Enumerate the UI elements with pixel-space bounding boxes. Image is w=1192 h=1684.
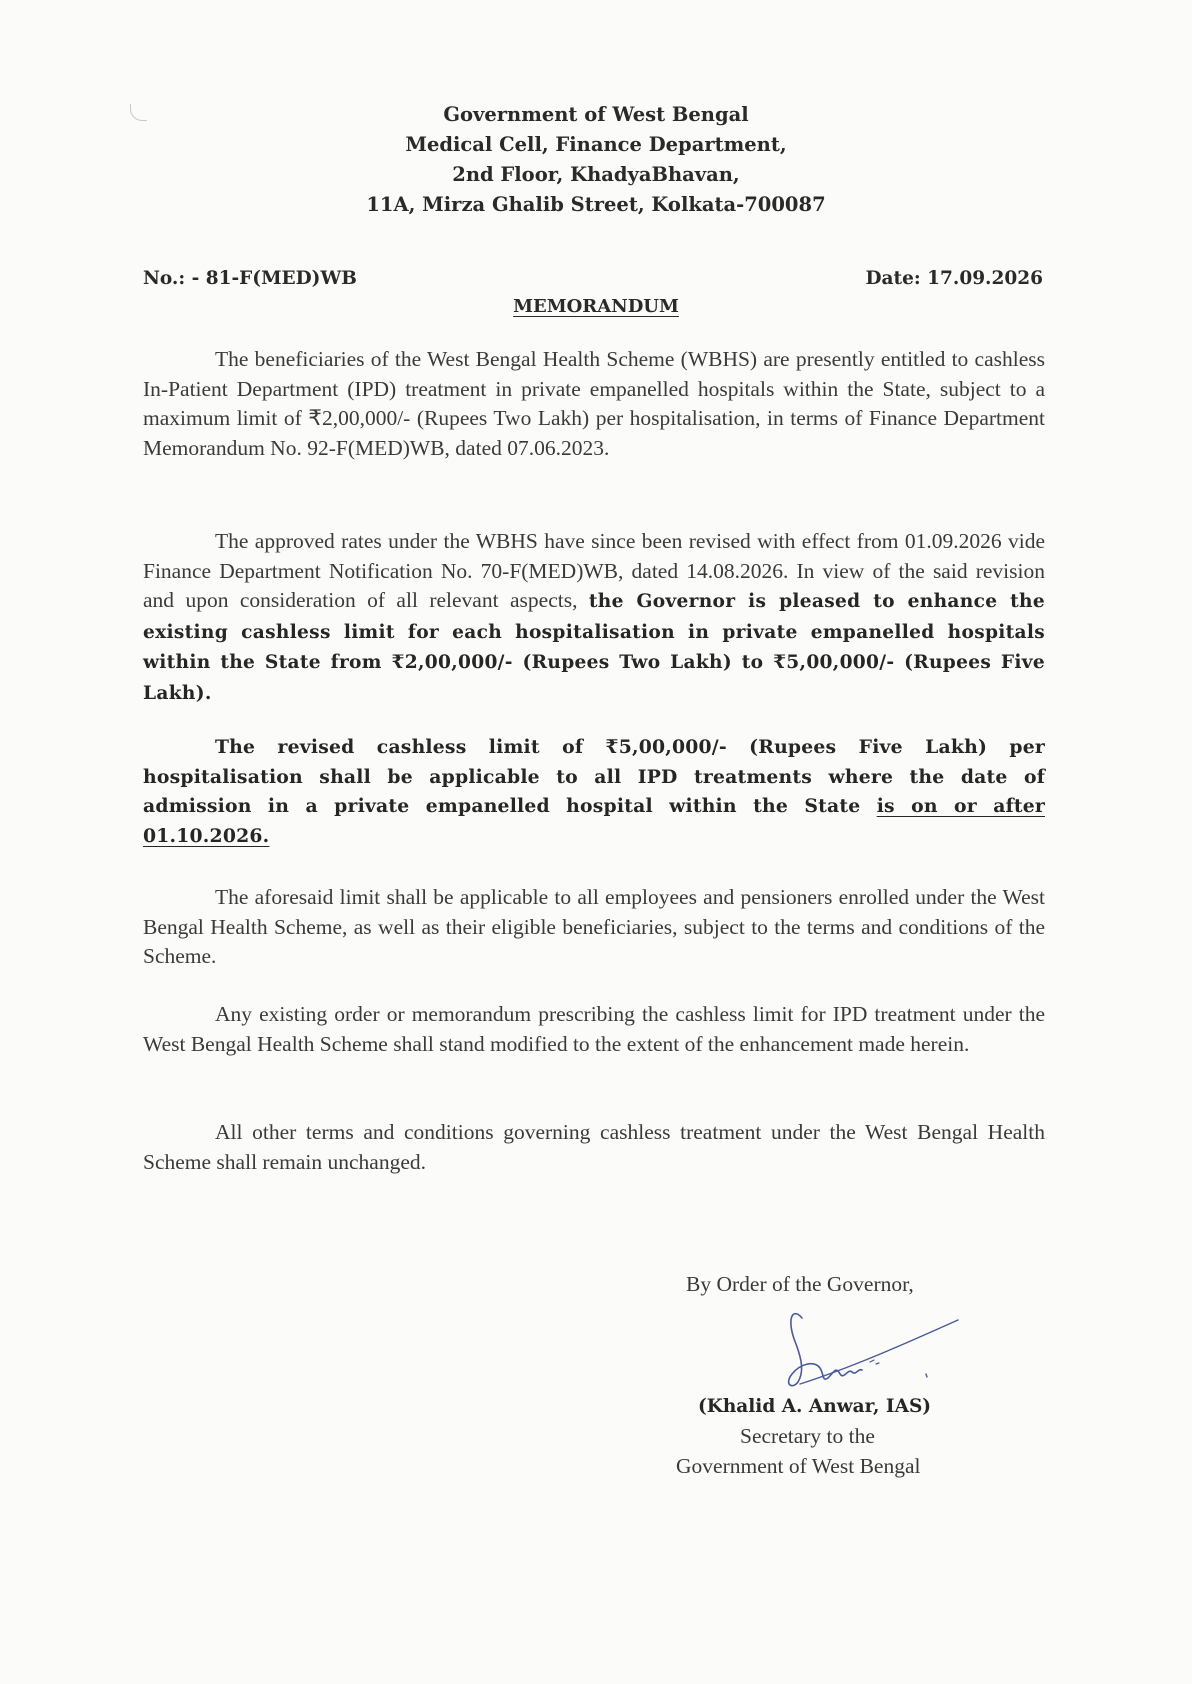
signatory-designation-line-1: Secretary to the: [740, 1424, 875, 1448]
paragraph-2-bold-text: the Governor is pleased to enhance the existing cashless limit for each hospitalisation in private empanelled hospitals within the State from ₹2,00,000/- (Rupees Two Lakh) to ₹5,00,000/- (Rupees Five Lakh).: [143, 591, 1046, 704]
letterhead-line-1: Government of West Bengal: [443, 103, 749, 126]
signatory-name: (Khalid A. Anwar, IAS): [698, 1396, 932, 1417]
memo-number: No.: - 81-F(MED)WB: [143, 268, 357, 289]
paragraph-3: [143, 733, 1045, 851]
memo-title-text: MEMORANDUM: [513, 296, 679, 317]
paragraph-6: All other terms and conditions governing cashless treatment under the West Bengal Health Scheme shall remain unchanged.: [143, 1120, 1045, 1174]
letterhead-line-4: 11A, Mirza Ghalib Street, Kolkata-700087: [366, 193, 826, 216]
letterhead-line-2: Medical Cell, Finance Department,: [405, 133, 787, 156]
handwritten-signature: [730, 1298, 960, 1398]
paragraph-1: The beneficiaries of the West Bengal Health Scheme (WBHS) are presently entitled to cashless In-Patient Department (IPD) treatment in private empanelled hospitals within the State, subject to a maximum limit of ₹2,00,000/- (Rupees Two Lakh) per hospitalisation, in terms of Finance Department Memorandum No. 92-F(MED)WB, dated 07.06.2023.: [143, 347, 1045, 460]
letterhead: [0, 100, 1192, 220]
paragraph-3-text: The revised cashless limit of ₹5,00,000/- (Rupees Five Lakh) per hospitalisation shall be applicable to all IPD treatments where the date of admission in a private empanelled hospital within the State: [143, 736, 1045, 817]
letterhead-line-3: 2nd Floor, KhadyaBhavan,: [452, 163, 740, 186]
paragraph-2: [143, 527, 1045, 708]
paragraph-2-text: The approved rates under the WBHS have since been revised with effect from 01.09.2026 vide Finance Department Notification No. 70-F(MED)WB, dated 14.08.2026. In view of the said revision and upon consideration of all relevant aspects,: [143, 529, 1045, 612]
paragraph-4: The aforesaid limit shall be applicable to all employees and pensioners enrolled under the West Bengal Health Scheme, as well as their eligible beneficiaries, subject to the terms and conditions of the Scheme.: [143, 885, 1045, 968]
by-order-text: By Order of the Governor,: [686, 1272, 914, 1296]
memo-title: [0, 296, 1192, 317]
memo-date: Date: 17.09.2026: [865, 268, 1043, 289]
paragraph-3-underlined-text: is on or after 01.10.2026.: [143, 795, 1045, 847]
signatory-designation-line-2: Government of West Bengal: [676, 1454, 921, 1478]
paragraph-5: Any existing order or memorandum prescribing the cashless limit for IPD treatment under the West Bengal Health Scheme shall stand modified to the extent of the enhancement made herein.: [143, 1002, 1045, 1056]
